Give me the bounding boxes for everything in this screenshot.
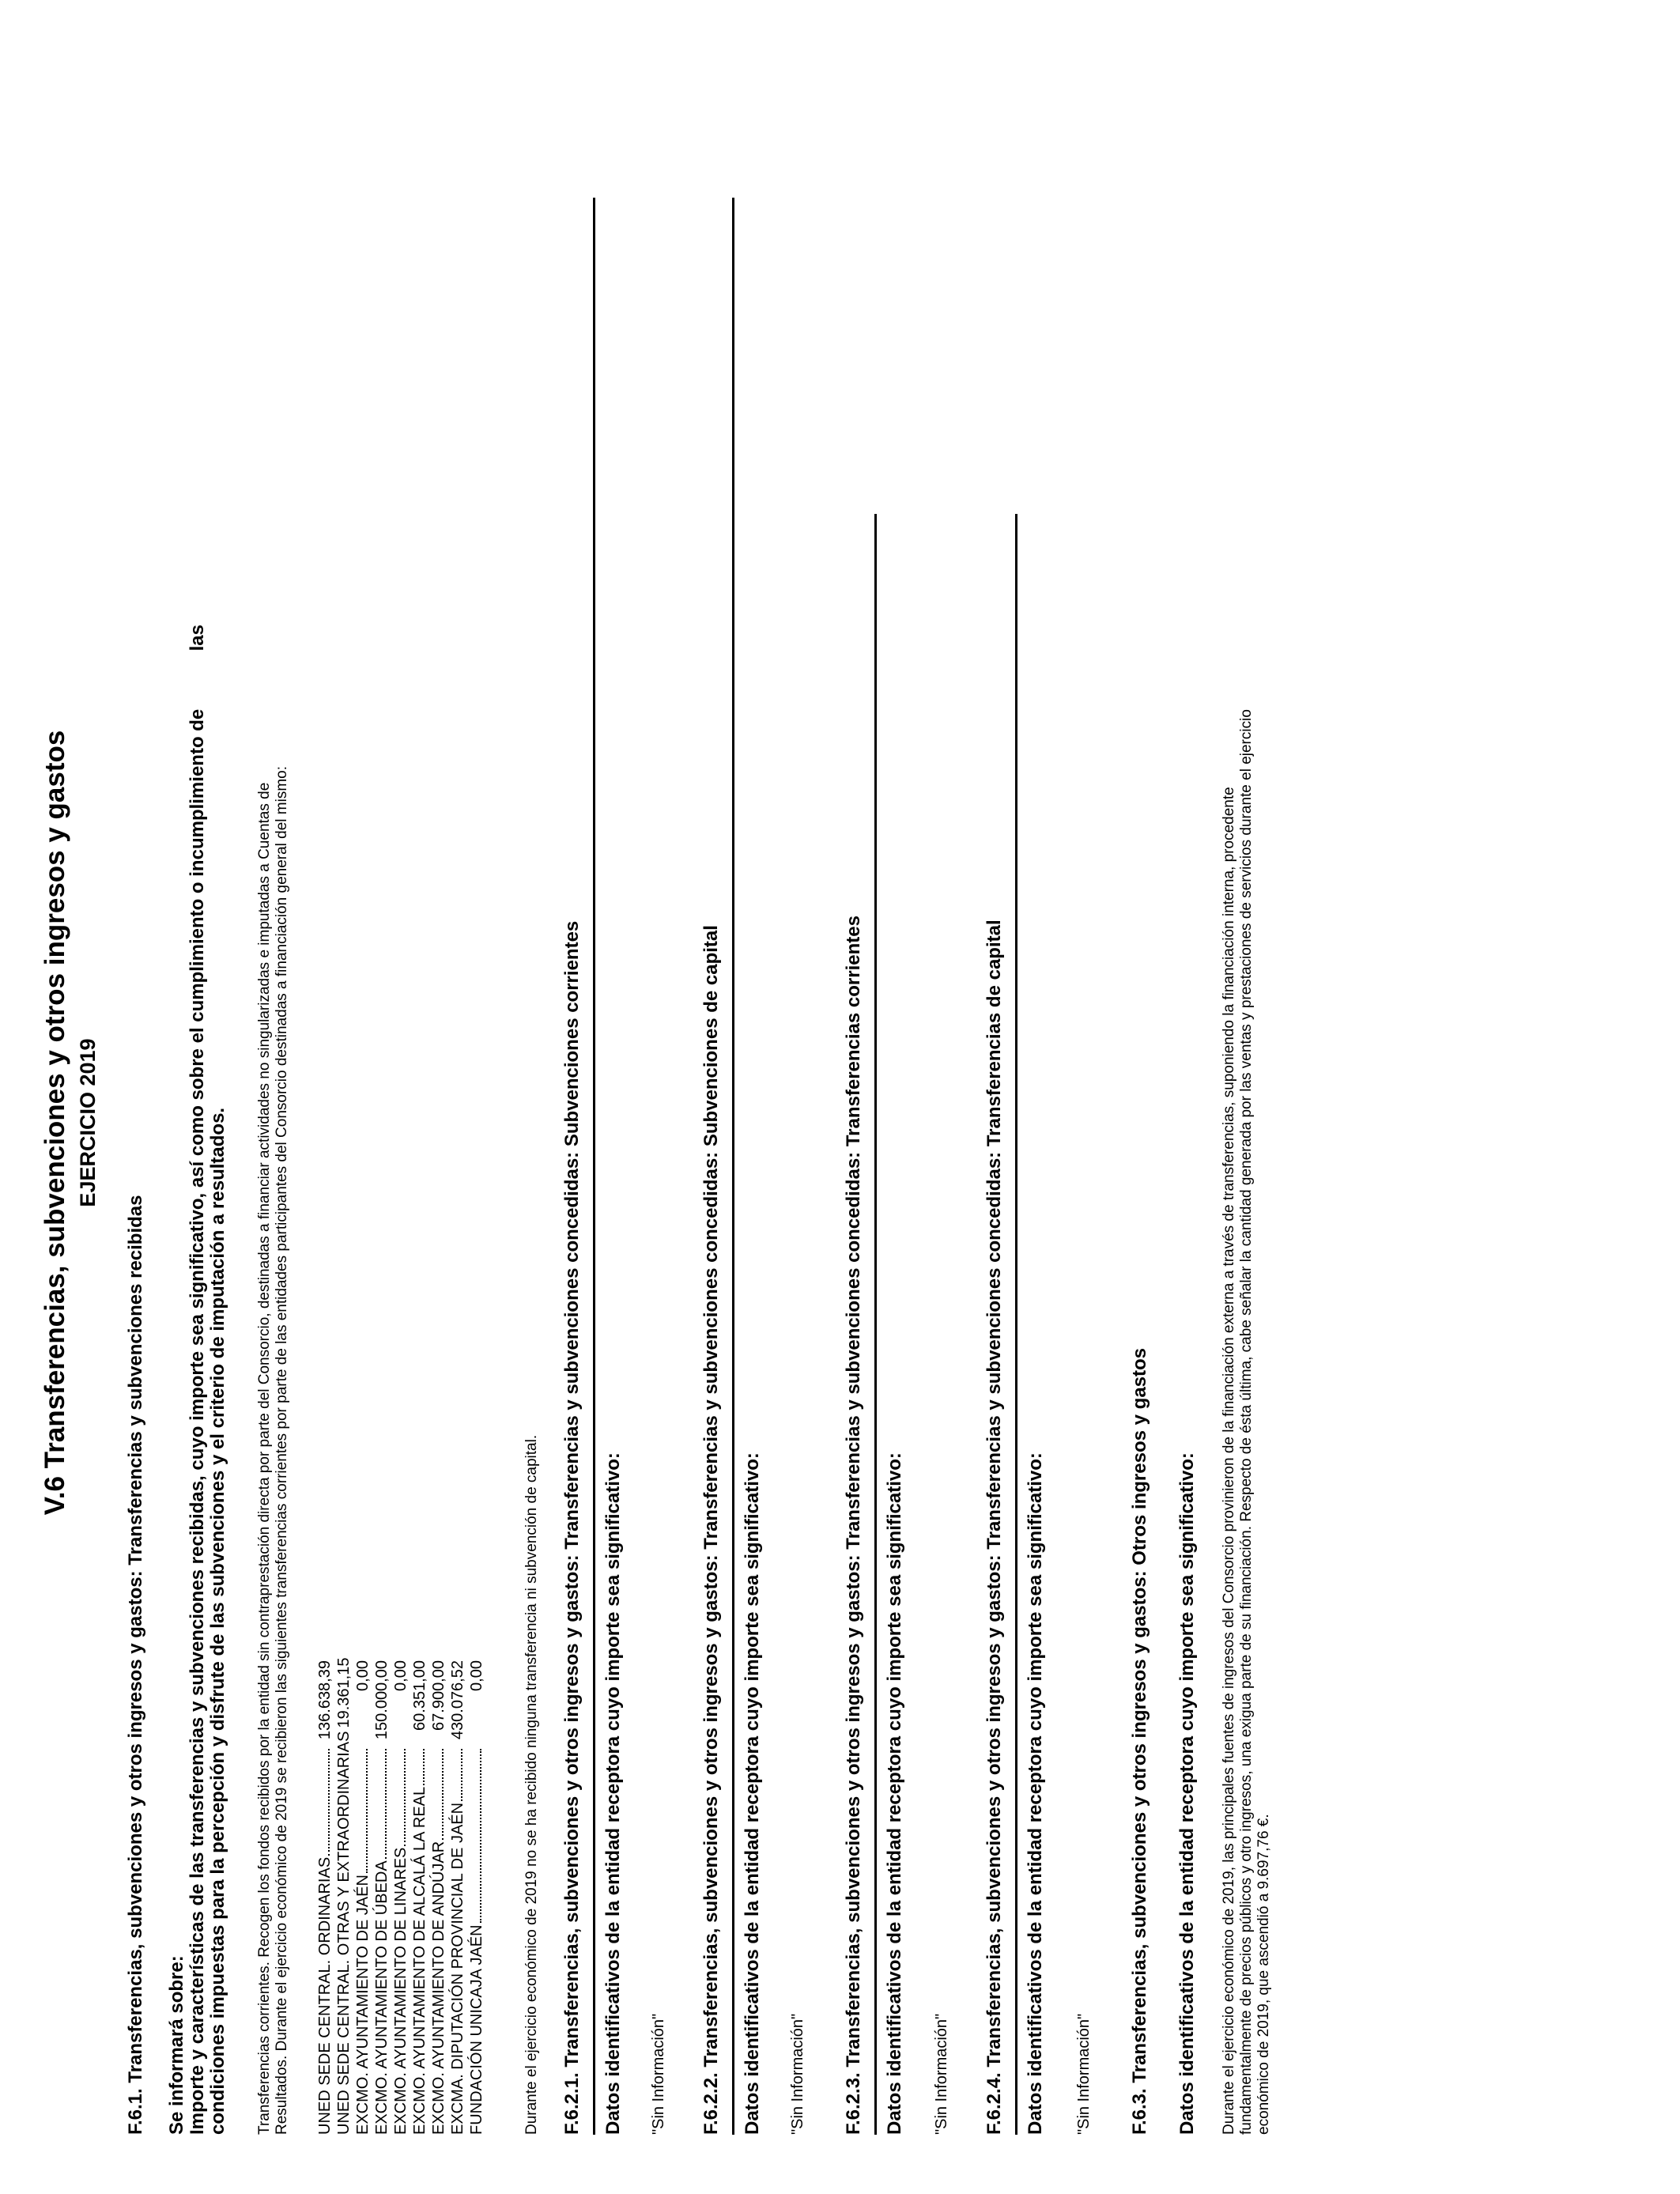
f61-bold-line-1: Importe y características de las transferencias y subvenciones recibidas, cuyo importe sea significativo, así como sobre el cumplimiento o incumplimiento de las xyxy=(187,625,208,2135)
section-rule xyxy=(732,198,734,2135)
entry-row xyxy=(411,1660,429,2135)
entry-row xyxy=(335,1657,353,2135)
section-heading-f63: F.6.3. Transferencias, subvenciones y otros ingresos y gastos: Otros ingresos y gastos xyxy=(1129,1347,1150,2135)
entry-value: 430.076,52 xyxy=(449,1660,466,1740)
datos-label: Datos identificativos de la entidad receptora cuyo importe sea significativo: xyxy=(1176,1452,1198,2135)
dot-leader xyxy=(480,1749,481,1923)
dot-leader xyxy=(461,1749,462,1801)
entry-name: EXCMO. AYUNTAMIENTO DE ANDÚJAR xyxy=(430,1841,447,2135)
entry-value: 0,00 xyxy=(468,1660,485,1691)
section-heading-f623: F.6.2.3. Transferencias, subvenciones y otros ingresos y gastos: Transferencias y subvenciones concedidas: Transferencias corrientes xyxy=(843,916,864,2135)
entry-name: FUNDACIÓN UNICAJA JAÉN xyxy=(468,1924,485,2135)
entry-row xyxy=(392,1660,410,2135)
entry-row xyxy=(373,1660,391,2135)
datos-label: Datos identificativos de la entidad receptora cuyo importe sea significativo: xyxy=(602,1452,624,2135)
entry-name: EXCMO. AYUNTAMIENTO DE LINARES xyxy=(392,1847,410,2135)
dot-leader xyxy=(385,1749,387,1859)
sin-informacion: "Sin Información" xyxy=(1075,2013,1093,2135)
f61-intro-line-2: Resultados. Durante el ejercicio económico de 2019 se recibieron las siguientes transferencias corrientes por parte de las entidades participantes del Consorcio destinadas a financiación general del mismo: xyxy=(274,765,290,2135)
entry-name: EXCMO. AYUNTAMIENTO DE ÚBEDA xyxy=(373,1860,391,2135)
entry-name: UNED SEDE CENTRAL. OTRAS Y EXTRAORDINARIAS xyxy=(335,1731,353,2135)
entry-name: UNED SEDE CENTRAL. ORDINARIAS xyxy=(316,1856,334,2135)
entry-value: 67.900,00 xyxy=(430,1660,447,1731)
entry-row xyxy=(354,1660,372,2135)
page-subtitle: EJERCICIO 2019 xyxy=(76,1038,100,1207)
entry-name: EXCMO. AYUNTAMIENTO DE ALCALÁ LA REAL xyxy=(411,1786,428,2135)
entry-row xyxy=(468,1660,486,2135)
sin-informacion: "Sin Información" xyxy=(650,2013,667,2135)
sin-informacion: "Sin Información" xyxy=(933,2013,950,2135)
section-rule xyxy=(593,198,595,2135)
f63-paragraph-line-1: Durante el ejercicio económico de 2019, las principales fuentes de ingresos del Consorcio provinieron de la financiación externa a través de transferencias, suponiendo la financiación interna, procedente xyxy=(1221,787,1237,2135)
entry-value: 150.000,00 xyxy=(373,1660,391,1740)
capital-note: Durante el ejercicio económico de 2019 no se ha recibido ninguna transferencia ni subvención de capital. xyxy=(523,1434,540,2135)
entry-value: 136.638,39 xyxy=(316,1660,334,1740)
section-heading-f622: F.6.2.2. Transferencias, subvenciones y otros ingresos y gastos: Transferencias y subvenciones concedidas: Subvenciones de capital xyxy=(700,925,722,2135)
dot-leader xyxy=(404,1749,406,1846)
f63-paragraph-line-3: económico de 2019, que ascendió a 9.697,76 €. xyxy=(1255,1814,1272,2135)
datos-label: Datos identificativos de la entidad receptora cuyo importe sea significativo: xyxy=(1025,1452,1046,2135)
section-heading-f624: F.6.2.4. Transferencias, subvenciones y otros ingresos y gastos: Transferencias y subvenciones concedidas: Transferencias de capital xyxy=(983,920,1005,2135)
entry-row xyxy=(430,1660,448,2135)
f61-intro-line-1: Transferencias corrientes. Recogen los fondos recibidos por la entidad sin contraprestación directa por parte del Consorcio, destinadas a financiar actividades no singularizadas e imputadas a Cuentas de xyxy=(256,782,273,2135)
section-heading-f61: F.6.1. Transferencias, subvenciones y otros ingresos y gastos: Transferencias y subvenciones recibidas xyxy=(125,1195,146,2135)
section-rule xyxy=(874,514,877,2135)
dot-leader xyxy=(442,1749,444,1840)
dot-leader xyxy=(328,1749,330,1856)
datos-label: Datos identificativos de la entidad receptora cuyo importe sea significativo: xyxy=(884,1452,905,2135)
section-rule xyxy=(1015,514,1017,2135)
entry-value: 0,00 xyxy=(354,1660,372,1691)
page-title: V.6 Transferencias, subvenciones y otros ingresos y gastos xyxy=(40,730,70,1516)
entry-value: 19.361,15 xyxy=(335,1657,353,1728)
entry-value: 0,00 xyxy=(392,1660,410,1691)
entry-name: EXCMO. AYUNTAMIENTO DE JAÉN xyxy=(354,1875,372,2135)
entry-row xyxy=(316,1660,334,2135)
informara-label: Se informará sobre: xyxy=(166,1955,187,2135)
rotated-page xyxy=(40,111,1415,2135)
f63-paragraph-line-2: fundamentalmente de precios públicos y otro ingresos, una exigua parte de su financiación. Respecto de ésta última, cabe señalar la cantidad generada por las ventas y prestaciones de servicios durante el ejercicio xyxy=(1238,709,1255,2135)
entry-row xyxy=(449,1660,467,2135)
section-heading-f621: F.6.2.1. Transferencias, subvenciones y otros ingresos y gastos: Transferencias y subvenciones concedidas: Subvenciones corrientes xyxy=(561,920,583,2135)
f61-bold-line-2: condiciones impuestas para la percepción y disfrute de las subvenciones y el criterio de imputación a resultados. xyxy=(207,1107,228,2135)
datos-label: Datos identificativos de la entidad receptora cuyo importe sea significativo: xyxy=(742,1452,763,2135)
dot-leader xyxy=(366,1749,368,1873)
sin-informacion: "Sin Información" xyxy=(789,2013,806,2135)
entry-value: 60.351,00 xyxy=(411,1660,428,1731)
entry-name: EXCMA. DIPUTACIÓN PROVINCIAL DE JAÉN xyxy=(449,1802,466,2135)
dot-leader xyxy=(423,1749,425,1785)
